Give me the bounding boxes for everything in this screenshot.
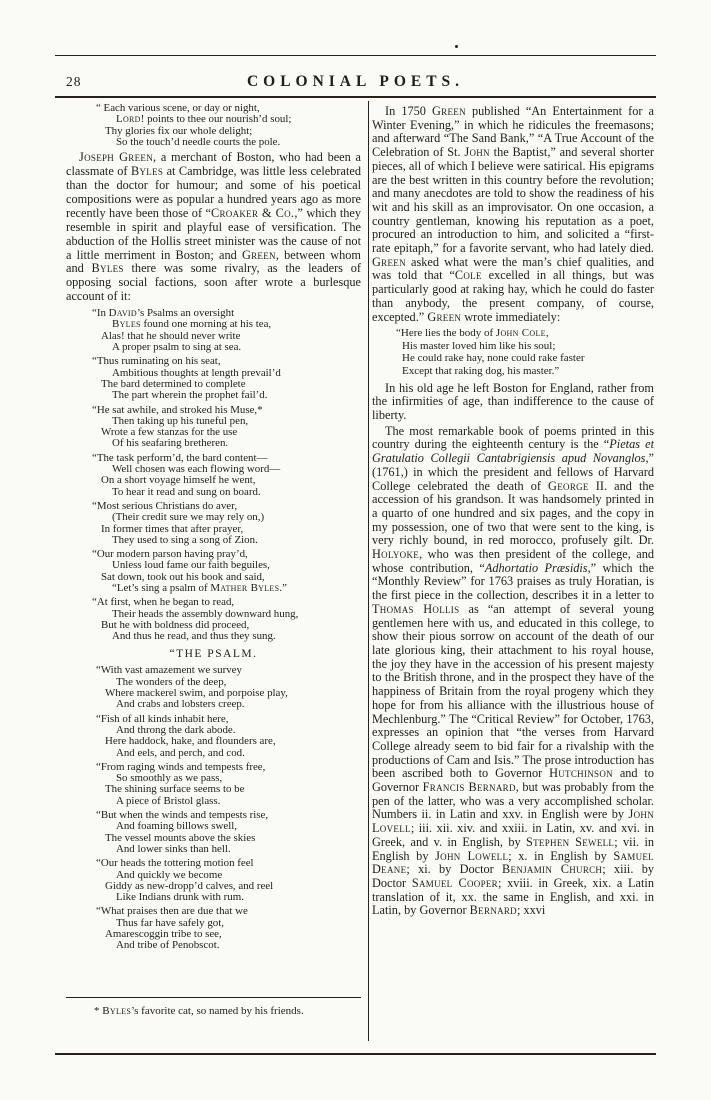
poem-line: Unless loud fame our faith beguiles, — [112, 559, 270, 572]
burlesque-poem — [66, 308, 361, 642]
poem-line: Their heads the assembly downward hung, — [112, 607, 299, 620]
poem-line: And quickly we become — [116, 868, 223, 881]
poem-line: Lord! points to thee our nourish’d soul; — [116, 113, 292, 126]
poem-stanza — [92, 405, 361, 450]
poem-line: So smoothly as we pass, — [116, 772, 223, 785]
poem-line: “From raging winds and tempests free, — [96, 760, 266, 773]
poem-stanza — [92, 356, 361, 401]
ink-speck — [455, 45, 458, 48]
psalm-poem — [66, 665, 361, 951]
poem-stanza — [96, 714, 361, 759]
left-column — [66, 103, 361, 995]
poem-line: “With vast amazement we survey — [96, 664, 242, 677]
poem-stanza — [96, 858, 361, 903]
opening-verse — [66, 103, 361, 148]
poem-line: “But when the winds and tempests rise, — [96, 809, 269, 822]
poem-line: And tribe of Penobscot. — [116, 939, 220, 952]
paragraph-pietas: The most remarkable book of poems printed in this country during the eighteenth century is the “Pietas et Gratulatio Collegii Cantabrigiensis apud Novanglos,” (1761,) in which the president and fellows of Harvard College celebrated the death of George II. and the accession of his grandson. It was handsomely printed in a quarto of one hundred and six pages, and the copy in my possession, one of two that were sent to the king, is very richly bound, in red morocco, profusely gilt. Dr. Holyoke, who was then president of the college, and whose contribution, “Adhortatio Præsidis,” which the “Monthly Review” for 1763 praises as truly Horatian, is the first piece in the collection, describes it in a letter to Thomas Hollis as “an attempt of several young gentlemen here with us, and educated in this college, to show their pious sorrow on account of the death of our late glorious king, their attachment to his royal house, the joy they have in the accession of his present majesty to the British throne, and in the prospect they have of the happiness of Britain from the royal progeny which they hope for from his alliance with the illustrious house of Mechlenburg.” The “Critical Review” for October, 1763, expresses an opinion that “the verses from Harvard College already seem to bid fair for a rivalship with the productions of Cam and Isis.” The prose introduction has been ascribed both to Governor Hutchinson and to Governor Francis Bernard, but was probably from the pen of the latter, who was a very accomplished scholar. Numbers ii. in Latin and xxv. in English were by John Lovell; iii. xii. xiv. and xxiii. in Latin, xv. and xvi. in Greek, and v. in English, by Stephen Sewell; vii. in English by John Lowell; x. in English by Samuel Deane; xi. by Doctor Benjamin Church; xiii. by Doctor Samuel Cooper; xviii. in Greek, xix. a Latin translation of it, xx. the same in English, and xxi. in Latin, by Governor Bernard; xxvi — [372, 423, 654, 918]
header-rule — [55, 96, 656, 98]
poem-line: “The task perform’d, the bard content— — [92, 451, 268, 464]
poem-line: And lower sinks than hell. — [116, 842, 231, 855]
poem-stanza — [96, 810, 361, 855]
poem-stanza — [92, 453, 361, 498]
poem-line: And throng the dark abode. — [116, 723, 236, 736]
poem-line: On a short voyage himself he went, — [101, 474, 256, 487]
poem-line: Well chosen was each flowing word— — [112, 463, 281, 476]
poem-stanza — [92, 549, 361, 594]
footnote-text: * Byles’s favorite cat, so named by his friends. — [94, 1005, 304, 1017]
poem-line: The part wherein the prophet fail’d. — [112, 389, 268, 402]
poem-stanza — [96, 906, 361, 951]
poem-line: But he with boldness did proceed, — [101, 618, 250, 631]
poem-line: To hear it read and sung on board. — [112, 485, 261, 498]
poem-line: “What praises then are due that we — [96, 905, 248, 918]
poem-line: “Thus ruminating on his seat, — [92, 355, 221, 368]
poem-line: Ambitious thoughts at length prevail’d — [112, 366, 281, 379]
bottom-border-rule — [55, 1053, 656, 1055]
poem-line: And eels, and perch, and cod. — [116, 746, 245, 759]
poem-line: Except that raking dog, his master.” — [402, 365, 560, 378]
poem-line: And crabs and lobsters creep. — [116, 698, 245, 711]
poem-stanza — [92, 597, 361, 642]
poem-line: The bard determined to complete — [101, 377, 246, 390]
poem-stanza — [96, 103, 361, 148]
footnote-rule — [66, 997, 361, 998]
poem-line: Of his seafaring bretheren. — [112, 437, 229, 450]
poem-line: The vessel mounts above the skies — [105, 831, 256, 844]
poem-line: Sat down, took out his book and said, — [101, 570, 265, 583]
column-divider-rule — [368, 101, 369, 1041]
poem-line: “Here lies the body of John Cole, — [396, 327, 549, 340]
paragraph-old-age: In his old age he left Boston for England, rather from the infirmities of age, than indifference to the cause of liberty. — [372, 380, 654, 423]
poem-line: “He sat awhile, and stroked his Muse,* — [92, 403, 263, 416]
poem-stanza — [372, 327, 654, 377]
poem-line: “ Each various scene, or day or night, — [96, 103, 260, 114]
poem-line: “Let’s sing a psalm of Mather Byles.” — [112, 581, 287, 594]
poem-line: Like Indians drunk with rum. — [116, 891, 244, 904]
poem-line: “Most serious Christians do aver, — [92, 499, 238, 512]
top-border-rule — [55, 55, 656, 56]
page-title: COLONIAL POETS. — [246, 73, 465, 90]
poem-line: Thy glories fix our whole delight; — [105, 124, 253, 137]
poem-line: “At first, when he began to read, — [92, 596, 235, 609]
poem-stanza — [96, 665, 361, 710]
poem-line: Alas! that he should never write — [101, 329, 241, 342]
poem-line: “Our modern parson having pray’d, — [92, 548, 248, 561]
poem-line: In former times that after prayer, — [101, 522, 244, 535]
poem-line: The wonders of the deep, — [116, 675, 227, 688]
poem-line: His master loved him like his soul; — [402, 339, 556, 352]
poem-line: “In David’s Psalms an oversight — [92, 307, 235, 320]
right-column — [372, 103, 654, 1047]
poem-line: (Their credit sure we may rely on,) — [112, 511, 265, 524]
poem-line: The shining surface seems to be — [105, 783, 245, 796]
epitaph-verse — [372, 327, 654, 377]
psalm-heading: “THE PSALM. — [169, 648, 258, 661]
poem-line: “Fish of all kinds inhabit here, — [96, 712, 229, 725]
poem-stanza — [92, 501, 361, 546]
poem-line: He could rake hay, none could rake faster — [402, 352, 585, 365]
poem-line: A piece of Bristol glass. — [116, 794, 221, 807]
poem-line: And foaming billows swell, — [116, 820, 237, 833]
poem-line: Here haddock, hake, and flounders are, — [105, 735, 276, 748]
poem-line: And thus he read, and thus they sung. — [112, 630, 276, 643]
poem-line: Giddy as new-dropp’d calves, and reel — [105, 879, 274, 892]
poem-stanza — [92, 308, 361, 353]
intro-paragraph: Joseph Green, a merchant of Boston, who had been a classmate of Byles at Cambridge, was little less celebrated than the doctor for humour; and some of his poetical compositions were as popular a hundred years ago as more recently have been those of “Croaker & Co.,” which they resemble in spirit and playful ease of versification. The abduction of the Hollis street minister was the cause of not a little merriment in Boston; and Green, between whom and Byles there was some rivalry, as the leaders of opposing social factions, soon after wrote a burlesque account of it: — [66, 150, 361, 304]
poem-line: A proper psalm to sing at sea. — [112, 341, 242, 354]
poem-line: Amarescoggin tribe to see, — [105, 928, 222, 940]
poem-stanza — [96, 762, 361, 807]
page-number: 28 — [66, 74, 82, 89]
poem-line: “Our heads the tottering motion feel — [96, 857, 254, 870]
poem-line: Wrote a few stanzas for the use — [101, 426, 238, 439]
poem-line: Then taking up his tuneful pen, — [112, 414, 249, 427]
poem-line: Thus far have safely got, — [116, 916, 224, 929]
poem-line: So the touch’d needle courts the pole. — [116, 135, 281, 148]
poem-line: Byles found one morning at his tea, — [112, 318, 272, 331]
footnote-block — [66, 997, 361, 1017]
poem-line: They used to sing a song of Zion. — [112, 533, 258, 546]
poem-line: Where mackerel swim, and porpoise play, — [105, 687, 288, 700]
paragraph-green-1750: In 1750 Green published “An Entertainment for a Winter Evening,” in which he ridicules the freemasons; and afterward “The Sand Bank,” “A True Account of the Celebration of St. John the Baptist,” and several shorter pieces, all of which I believe were satirical. His epigrams are the best written in this country before the revolution; and many anecdotes are told to show the readiness of his wit and his skill as an improvisator. On one occasion, a country gentleman, knowing his reputation as a poet, procured an introduction to him, and solicited a “first-rate epitaph,” for a favorite servant, who had lately died. Green asked what were the man’s chief qualities, and was told that “Cole excelled in all things, but was particularly good at raking hay, which he could do faster than anybody, the present company, of course, excepted.” Green wrote immediately: — [372, 104, 654, 324]
